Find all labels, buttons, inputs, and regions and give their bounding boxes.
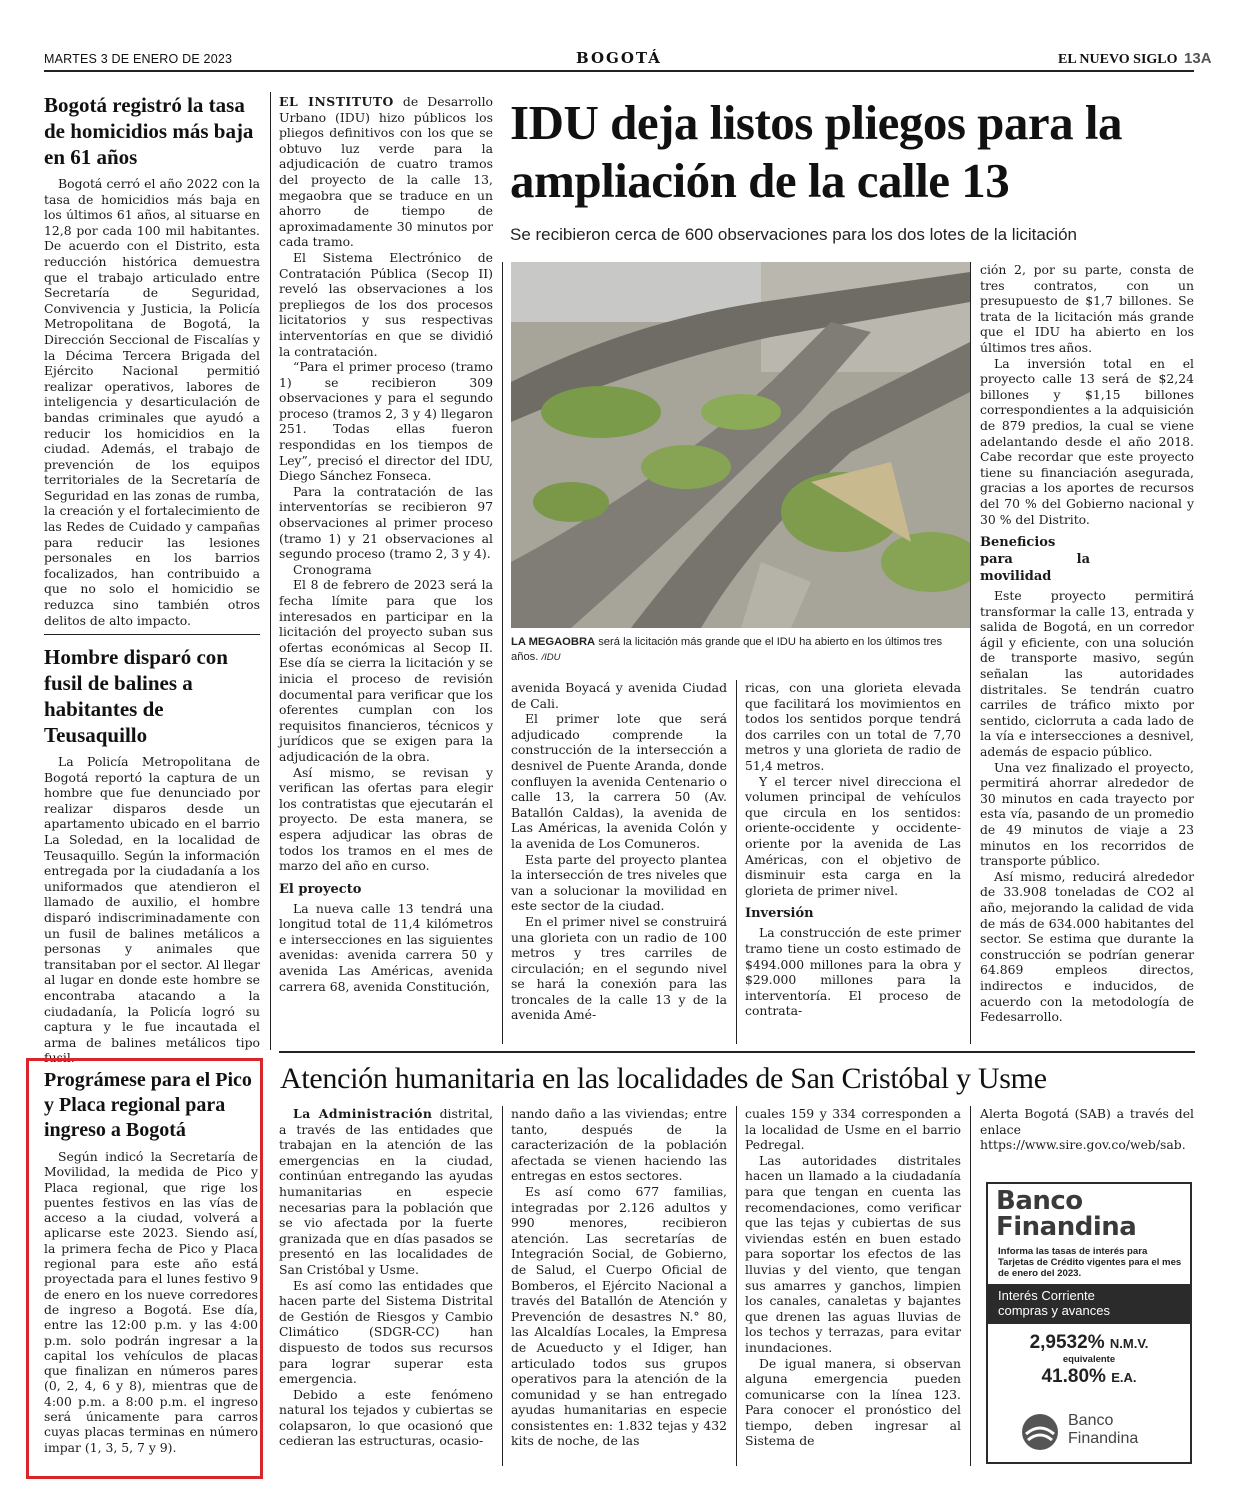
story-pico-placa-body: Según indicó la Secretaría de Movilidad, la medida de Pico y Placa regional, que rige los puentes festivos en las vías de acceso a la ciudad, volverá a aplicarse este 2023. Siendo así, la primera fecha de Pico y Placa regional para este año está proyectada para el lunes festivo 9 de enero en los nueve corredores de ingreso a Bogotá. Ese día, entre las 12:00 p.m. y las 4:00 p.m. solo podrán ingresar a la capital los vehículos de placas que finalizan en números pares (0, 2, 4, 6 y 8), mientras que de 4:00 p.m. a 8:00 p.m. el ingreso será únicamente para carros cuyas placas terminas en número impar (1, 3, 5, 7 y 9). (44, 1149, 258, 1455)
ad-info-bold: Tarjetas de Crédito (998, 1257, 1085, 1268)
ad-logo (1020, 1410, 1180, 1456)
main-col3-p3: La construcción de este primer tramo tiene un costo estimado de $494.000 millones para la obra y $29.000 millones para la interventoría. El proceso de contrata- (745, 925, 961, 1019)
ad-brand-line1: Banco (996, 1186, 1083, 1216)
main-lead-caps: EL INSTITUTO (279, 94, 394, 109)
column-rule-left (270, 92, 271, 1050)
ad-rate-1-unit: N.M.V. (1109, 1336, 1149, 1351)
main-col2-p3: Esta parte del proyecto plantea la intersección de tres niveles que van a solucionar la movilidad en este sector de la ciudad. (511, 851, 727, 914)
ad-band-line1: Interés Corriente (998, 1288, 1095, 1303)
story-pico-placa-title: Prográmese para el Pico y Placa regional para ingreso a Bogotá (44, 1069, 252, 1141)
main-deck: Se recibieron cerca de 600 observaciones para los dos lotes de la licitación (510, 225, 1077, 244)
main-col1-p4: Para la contratación de las interventorías se recibieron 97 observaciones al primer proceso (tramo 1) y 21 observaciones al segundo proceso (tramo 2, 3 y 4). (279, 483, 493, 562)
ad-logo-line2: Finandina (1068, 1430, 1139, 1447)
paper-name: EL NUEVO SIGLO (1058, 52, 1178, 67)
main-headline: IDU deja listos pliegos para la ampliación de la calle 13 (510, 95, 1123, 208)
date-line: MARTES 3 DE ENERO DE 2023 (44, 52, 233, 66)
bottom-rule-2 (736, 1106, 737, 1466)
header-rule (44, 70, 1194, 72)
story-homicidios-title: Bogotá registró la tasa de homicidios más baja en 61 años (44, 93, 254, 169)
bottom-col-3 (745, 1106, 961, 1449)
main-col4-p4: Una vez finalizado el proyecto, permitirá ahorrar alrededor de 30 minutos en cada trayecto por esta vía, pasando de un promedio de 49 minutos de viaje a 23 minutos en los recorridos de transporte público. (980, 759, 1194, 869)
main-col-3 (745, 680, 961, 1019)
main-col-1 (279, 94, 493, 994)
ad-rate-2: 41.80% (1041, 1366, 1106, 1387)
main-col1-p8: La nueva calle 13 tendrá una longitud total de 11,4 kilómetros e intersecciones en las siguientes avenidas: avenida carrera 50 y avenida Las Américas, avenida carrera 68, avenida Constitución, (279, 900, 493, 994)
masthead-paper-name (1058, 50, 1212, 68)
main-col1-p2: El Sistema Electrónico de Contratación Pública (Secop II) reveló las observaciones a los prepliegos de los dos procesos licitatorios y sus respectivas interventorías en que se dividió la contratación. (279, 249, 493, 359)
ad-logo-text (1068, 1412, 1138, 1448)
section-title: BOGOTÁ (576, 49, 662, 67)
caption-bold: LA MEGAOBRA (511, 636, 596, 648)
main-col1-p6: El 8 de febrero de 2023 será la fecha límite para que los interesados en participar en la licitación del proyecto suban sus ofertas económicas al Secop II. Ese día se cierra la licitación y se inicia el proceso de revisión documental para verificar que los oferentes cumplan con los requisitos financieros, técnicos y jurídicos que se exigen para la adjudicación de la obra. (279, 577, 493, 764)
bottom-headline: Atención humanitaria en las localidades de San Cristóbal y Usme (280, 1062, 1047, 1095)
caption-credit: /IDU (541, 652, 561, 663)
bottom-rule-1 (502, 1106, 503, 1466)
ad-info-pre: Informa las tasas de interés para (998, 1246, 1148, 1257)
bottom-col1-p1: distrital, a través de las entidades que trabajan en la atención de las emergencias en la ciudad, continúan entregando las ayudas humanitarias en especie necesarias para la población que se vio afectada por la fuerte granizada que en días pasados se presentó en las localidades de San Cristóbal y Usme. (279, 1106, 493, 1277)
bottom-col-4 (980, 1106, 1194, 1153)
ad-rate-2-unit: E.A. (1111, 1370, 1137, 1385)
bottom-col4-p1: Alerta Bogotá (SAB) a través del enlace https://www.sire.gov.co/web/sab. (980, 1106, 1194, 1153)
subhead-proyecto: El proyecto (279, 881, 362, 897)
megaobra-photo (511, 262, 970, 628)
main-col2-p1: avenida Boyacá y avenida Ciudad de Cali. (511, 680, 727, 711)
bottom-col3-p2: Las autoridades distritales hacen un llamado a la ciudadanía para que tengan en cuenta las recomendaciones, como verificar que las tejas y cubiertas de sus viviendas estén en buen estado para soportar los efectos de las lluvias y del viento, que tengan sus amarres y ganchos, limpien los canales, canaletas y bajantes que drenen las aguas lluvias de los techos y terrazas, para evitar inundaciones. (745, 1152, 961, 1355)
story-balines-body: La Policía Metropolitana de Bogotá reportó la captura de un hombre que fue denunciado por realizar disparos desde un apartamento ubicado en el barrio La Soledad, en la localidad de Teusaquillo. Según la información entregada por la ciudadanía a los uniformados que atendieron el llamado de auxilio, el hombre disparó indiscriminadamente con un fusil de balines metálicos a personas y animales que transitaban por el sector. Al llegar al lugar en donde este hombre se encontraba atacando a la ciudadanía, la Policía logró su captura y le fue incautada el arma de balines metálicos tipo fusil. (44, 754, 260, 1066)
ad-info-post: vigentes para el mes de enero del 2023. (998, 1257, 1182, 1279)
bottom-col3-p3: De igual manera, si observan alguna emergencia pueden comunicarse con la línea 123. Para conocer el pronóstico del tiempo, deben ingresar al Sistema de (745, 1355, 961, 1449)
ad-logo-line1: Banco (1068, 1412, 1114, 1429)
ad-band-line2: compras y avances (998, 1303, 1110, 1318)
story-balines-title: Hombre disparó con fusil de balines a habitantes de Teusaquillo (44, 645, 228, 747)
left-divider-1 (44, 634, 260, 635)
main-col1-p7: Así mismo, se revisan y verifican las ofertas para elegir los contratistas que ejecutarán el proyecto. De esta manera, se espera adjudicar las obras de todos los tramos en el mes de marzo del año en curso. (279, 764, 493, 874)
section-divider (279, 1051, 1195, 1053)
ad-brand-line2: Finandina (996, 1212, 1137, 1242)
column-rule-3 (970, 262, 971, 1044)
story-homicidios (44, 92, 260, 628)
main-col4-p1: ción 2, por su parte, consta de tres contratos, con un presupuesto de $1,7 billones. Se trata de la licitación más grande que el IDU ha abierto en los últimos tres años. (980, 262, 1194, 355)
main-col1-p3: “Para el primer proceso (tramo 1) se recibieron 309 observaciones y para el segundo proceso (tramos 2, 3 y 4) llegaron 251. Todas ellas fueron respondidas en los tiempos de Ley”, precisó el director del IDU, Diego Sánchez Fonseca. (279, 359, 493, 484)
ad-rates (988, 1332, 1190, 1390)
bottom-col2-p2: Es así como 677 familias, integradas por 2.126 adultos y 990 menores, recibieron atención. Las secretarías de Integración Social, de Gobierno, de Salud, el Cuerpo Oficial de Bomberos, el Ejército Nacional a través del Batallón de Atención y Prevención de desastres N.° 80, las Alcaldías Locales, la Empresa de Acueducto y el Idiger, han articulado todos sus grupos operativos para la atención de la comunidad y se han entregado ayudas humanitarias en especie consistentes en: 1.832 tejas y 432 kits de noche, de las (511, 1183, 727, 1449)
bottom-col1-p3: Debido a este fenómeno natural los tejados y cubiertas se colapsaron, lo que ocasionó que cedieran las estructuras, ocasio- (279, 1386, 493, 1449)
story-balines (44, 644, 260, 1066)
main-col4-p2: La inversión total en el proyecto calle 13 será de $2,24 billones y $1,15 billones correspondientes a la adquisición de 879 predios, la cual se viene adelantando desde el año 2018. Cabe recordar que este proyecto tiene su financiación asegurada, gracias a los aportes de recursos del 70 % del Gobierno nacional y 30 % del Distrito. (980, 355, 1194, 527)
column-rule-main (502, 262, 503, 1044)
main-col-2 (511, 680, 727, 1023)
main-col2-p4: En el primer nivel se construirá una glorieta con un radio de 100 metros y tres carriles de circulación; en el segundo nivel se hará la conexión para las troncales de la calle 13 y de la avenida Amé- (511, 913, 727, 1023)
subhead-beneficios: Beneficios para la movilidad (980, 535, 1090, 585)
bottom-col-2 (511, 1106, 727, 1449)
bottom-col3-p1: cuales 159 y 334 corresponden a la localidad de Usme en el barrio Pedregal. (745, 1106, 961, 1153)
banco-finandina-ad (986, 1182, 1192, 1464)
ad-equivalente: equivalente (1062, 1354, 1116, 1365)
main-col1-p1: de Desarrollo Urbano (IDU) hizo públicos los pliegos definitivos con los que se obtuvo luz verde para la adjudicación de cuatro tramos del proyecto de la calle 13, megaobra que se traduce en un ahorro de tiempo de aproximadamente 30 minutos por cada tramo. (279, 94, 493, 250)
main-col3-p1: ricas, con una glorieta elevada que facilitará los movimientos en todos los sentidos porque tendrá dos carriles con un total de 7,70 metros y una glorieta de radio de 51,4 metros. (745, 680, 961, 773)
ad-dark-band (988, 1284, 1190, 1324)
main-col4-p3: Este proyecto permitirá transformar la calle 13, entrada y salida de Bogotá, en un corredor ágil y eficiente, con una solución de transporte masivo, según señalan las autoridades distritales. Se tendrán cuatro carriles de tráfico mixto por sentido, ciclorruta a cada lado de la vía e intersecciones a desnivel, además de espacio público. (980, 588, 1194, 760)
bottom-col2-p1: nando daño a las viviendas; entre tanto, después de la caracterización de la población afectada se vienen haciendo las entregas en estos sectores. (511, 1106, 727, 1184)
story-homicidios-body: Bogotá cerró el año 2022 con la tasa de homicidios más baja en los últimos 61 años, al situarse en 12,8 por cada 100 mil habitantes. De acuerdo con el Distrito, esta reducción histórica demuestra que el trabajo articulado entre Secretaría de Seguridad, Convivencia y Justicia, la Policía Metropolitana de Bogotá, la Dirección Seccional de Fiscalías y la Décima Tercera Brigada del Ejército Nacional permitió realizar operativos, labores de inteligencia y desarticulación de bandas criminales que ayudó a reducir los homicidios en la ciudad. Además, el trabajo de prevención de los equipos territoriales de la Secretaría de Seguridad en las zonas de rumba, la creación y el fortalecimiento de las Redes de Cuidado y campañas para reducir las lesiones personales en los barrios focalizados, han contribuido a que no solo el homicidio se reduzca sino también otros delitos de alto impacto. (44, 176, 260, 628)
column-rule-2 (736, 680, 737, 1044)
story-pico-placa (44, 1068, 258, 1455)
bottom-col-1 (279, 1106, 493, 1449)
ad-rate-1: 2,9532% (1029, 1332, 1105, 1353)
main-col4-p5: Así mismo, reducirá alrededor de 33.908 toneladas de CO2 al año, mejorando la calidad de vida de más de 634.000 habitantes del sector. Se estima que durante la construcción se podrían generar 64.869 empleos directos, indirectos e inducidos, de acuerdo con la metodología de Fedesarrollo. (980, 868, 1194, 1025)
bottom-lead-caps: La Administración (293, 1106, 433, 1121)
main-col3-p2: Y el tercer nivel direcciona el volumen principal de vehículos que circula en los sentidos: oriente-occidente y occidente-oriente por la avenida de Las Américas, con el objetivo de disminuir esta carga en la glorieta de primer nivel. (745, 773, 961, 898)
finandina-logo-icon (1020, 1412, 1060, 1452)
ad-info (998, 1246, 1184, 1279)
caption-text: será la licitación más grande que el IDU ha abierto en los últimos tres años. (511, 636, 943, 663)
page-number: 13A (1184, 50, 1212, 67)
main-col2-p2: El primer lote que será adjudicado comprende la construcción de la intersección a desnivel de Puente Aranda, donde confluyen la avenida Centenario o calle 13, la carrera 50 (Av. Batallón Caldas), la avenida de Las Américas, la avenida Colón y la avenida de Los Comuneros. (511, 711, 727, 851)
bottom-col1-p2: Es así como las entidades que hacen parte del Sistema Distrital de Gestión de Riesgos y Cambio Climático (SDGR-CC) han dispuesto de todos sus recursos para lograr superar esta emergencia. (279, 1277, 493, 1387)
subhead-inversion: Inversión (745, 906, 814, 922)
main-col1-p5: Cronograma (293, 561, 372, 577)
bottom-rule-3 (970, 1106, 971, 1466)
megaobra-illustration (511, 262, 970, 628)
photo-caption (511, 635, 970, 665)
main-col-4 (980, 262, 1194, 1025)
ad-brand (996, 1188, 1136, 1240)
